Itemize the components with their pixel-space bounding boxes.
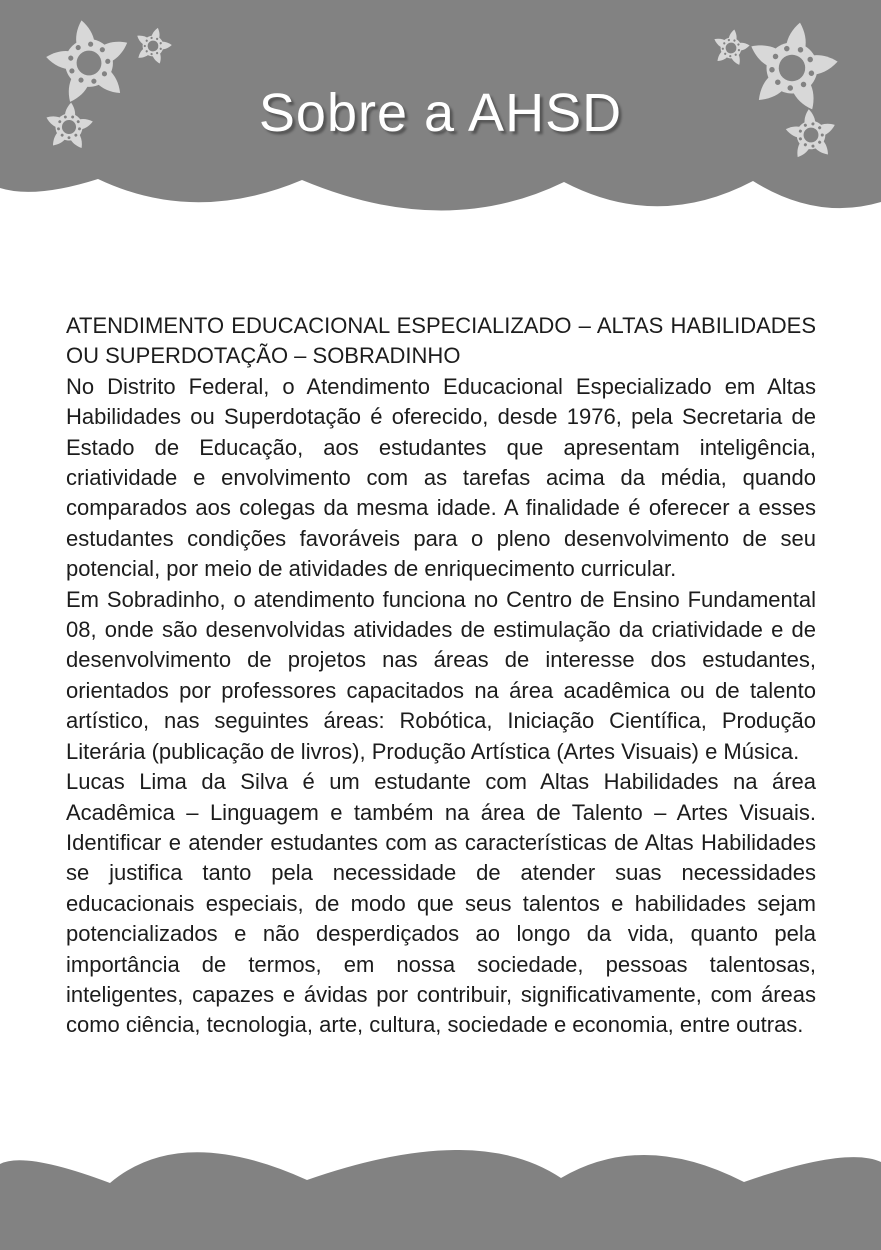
body-paragraph: No Distrito Federal, o Atendimento Educacional Especializado em Altas Habilidades ou Superdotação é oferecido, desde 1976, pela Secretaria de Estado de Educação, aos estudantes que apresentam inteligência, criatividade e envolvimento com as tarefas acima da média, quando comparados aos colegas da mesma idade. A finalidade é oferecer a esses estudantes condições favoráveis para o pleno desenvolvimento de seu potencial, por meio de atividades de enriquecimento curricular.	[66, 373, 816, 582]
body-paragraph: Em Sobradinho, o atendimento funciona no Centro de Ensino Fundamental 08, onde são desenvolvidas atividades de estimulação da criatividade e de desenvolvimento de projetos nas áreas de interesse dos estudantes, orientados por professores capacitados na área acadêmica ou de talento artístico, nas seguintes áreas: Robótica, Iniciação Científica, Produção Literária (publicação de livros), Produção Artística (Artes Visuais) e Música.	[66, 586, 816, 764]
footer-banner	[0, 1150, 881, 1250]
page-title: Sobre a AHSD	[258, 83, 623, 143]
document-body	[66, 311, 816, 1041]
document-heading: ATENDIMENTO EDUCACIONAL ESPECIALIZADO – ALTAS HABILIDADES OU SUPERDOTAÇÃO – SOBRADINHO	[66, 313, 816, 369]
body-paragraph: Lucas Lima da Silva é um estudante com Altas Habilidades na área Acadêmica – Linguagem e também na área de Talento – Artes Visuais. Identificar e atender estudantes com as características de Altas Habilidades se justifica tanto pela necessidade de atender suas necessidades educacionais especiais, de modo que seus talentos e habilidades sejam potencializados e não desperdiçados ao longo da vida, quanto pela importância de termos, em nossa sociedade, pessoas talentosas, inteligentes, capazes e ávidas por contribuir, significativamente, com áreas como ciência, tecnologia, arte, cultura, sociedade e economia, entre outras.	[66, 769, 816, 1038]
footer-scallop-shape	[0, 1150, 881, 1250]
